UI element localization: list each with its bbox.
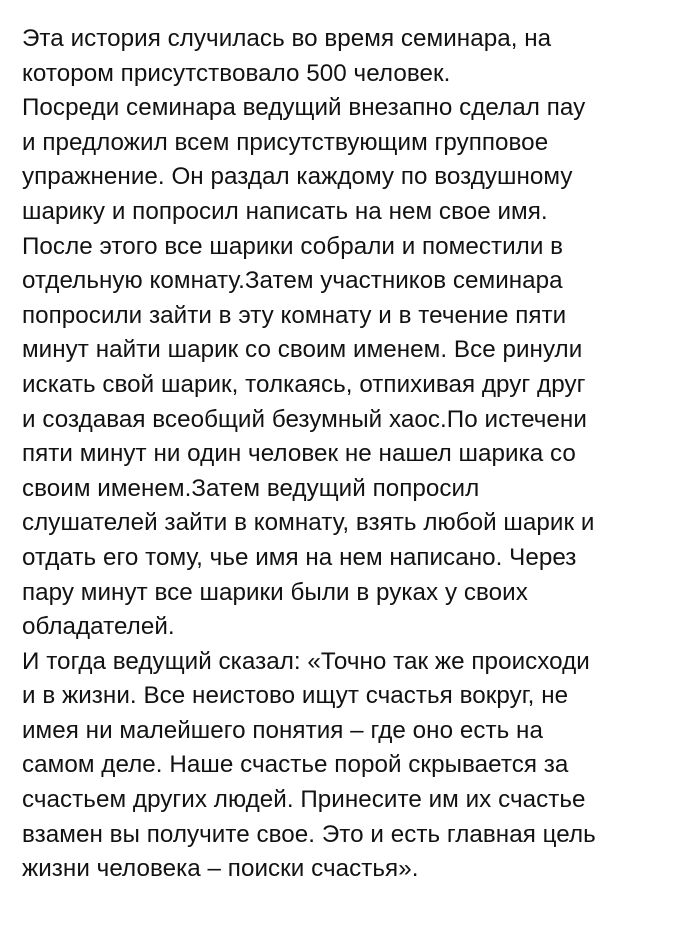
post-text-line: шарику и попросил написать на нем свое имя. <box>22 197 548 225</box>
post-text-line: имея ни малейшего понятия – где оно есть на <box>22 716 543 744</box>
post-text-line: и в жизни. Все неистово ищут счастья вокруг, не <box>22 682 569 710</box>
post-text-line: своим именем.Затем ведущий попросил <box>22 474 480 502</box>
post-text-line: котором присутствовало 500 человек. <box>22 59 451 87</box>
post-text-line: счастьем других людей. Принесите им их счастье <box>22 786 586 814</box>
post-text-line: упражнение. Он раздал каждому по воздушному <box>22 163 573 191</box>
post-text-line: И тогда ведущий сказал: «Точно так же происходи <box>22 647 590 675</box>
post-text-line: попросили зайти в эту комнату и в течение пяти <box>22 301 567 329</box>
post-text-line: и предложил всем присутствующим групповое <box>22 128 549 156</box>
post-text-line: После этого все шарики собрали и поместили в <box>22 232 564 260</box>
post-text-line: пару минут все шарики были в руках у своих <box>22 578 528 606</box>
post-text-line: Посреди семинара ведущий внезапно сделал пау <box>22 94 586 122</box>
post-text-line: минут найти шарик со своим именем. Все ринули <box>22 336 583 364</box>
post-text-line: отдать его тому, чье имя на нем написано. Через <box>22 543 577 571</box>
post-text-line: и создавая всеобщий безумный хаос.По истечени <box>22 405 587 433</box>
post-text-line: искать свой шарик, толкаясь, отпихивая друг друг <box>22 370 586 398</box>
post-text-line: самом деле. Наше счастье порой скрывается за <box>22 751 569 779</box>
post-text-line: отдельную комнату.Затем участников семинара <box>22 267 563 295</box>
post-text <box>22 22 696 887</box>
post-text-line: жизни человека – поиски счастья». <box>22 855 419 883</box>
post-text-line: обладателей. <box>22 613 175 641</box>
post-text-line: взамен вы получите свое. Это и есть главная цель <box>22 820 596 848</box>
post-text-line: Эта история случилась во время семинара, на <box>22 25 552 52</box>
post-text-line: слушателей зайти в комнату, взять любой шарик и <box>22 509 595 537</box>
post-text-line: пяти минут ни один человек не нашел шарика со <box>22 440 576 468</box>
